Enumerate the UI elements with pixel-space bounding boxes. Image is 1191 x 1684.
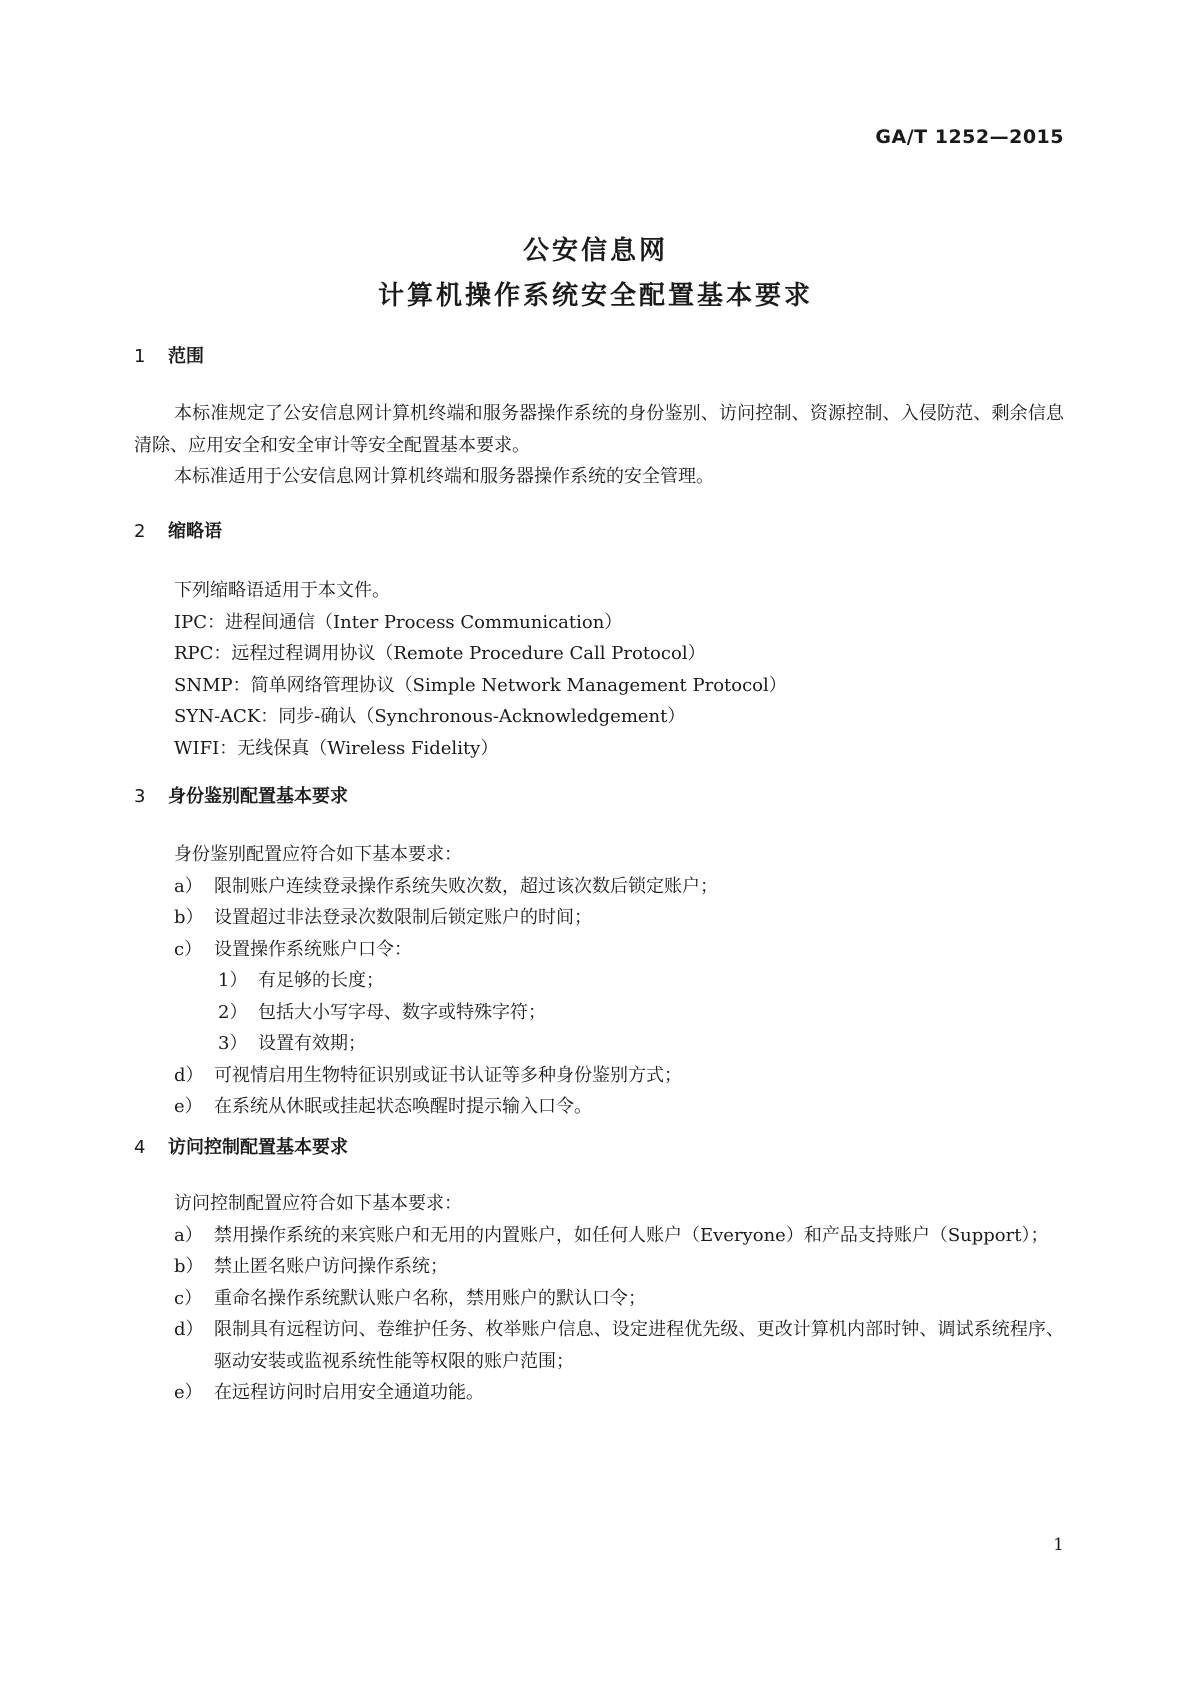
section-2-heading bbox=[134, 521, 222, 543]
list-item bbox=[134, 902, 1064, 934]
list-item-label: c） bbox=[174, 1287, 203, 1309]
section-number: 3 bbox=[134, 786, 146, 807]
section-number: 1 bbox=[134, 346, 146, 367]
document-title-line-1: 公安信息网 bbox=[522, 236, 668, 266]
sub-list-item-label: 2） bbox=[218, 1001, 248, 1023]
section-title: 范围 bbox=[168, 346, 204, 367]
section-number: 2 bbox=[134, 521, 146, 542]
list-item-label: e） bbox=[174, 1096, 203, 1117]
section-1-heading bbox=[134, 346, 204, 368]
sub-list-item-text: 设置有效期； bbox=[258, 1033, 366, 1054]
section-intro: 下列缩略语适用于本文件。 bbox=[174, 580, 390, 601]
section-1-body bbox=[134, 398, 1064, 493]
section-4-heading bbox=[134, 1137, 348, 1159]
list-item-label: e） bbox=[174, 1382, 203, 1403]
section-4-body bbox=[134, 1188, 1064, 1409]
section-2-body bbox=[134, 575, 1064, 764]
list-item-text: 在远程访问时启用安全通道功能。 bbox=[214, 1382, 484, 1403]
section-title: 访问控制配置基本要求 bbox=[168, 1137, 348, 1158]
list-item-text: 在系统从休眠或挂起状态唤醒时提示输入口令。 bbox=[214, 1096, 592, 1117]
abbreviation-term: RPC：远程过程调用协议（Remote Procedure Call Protocol） bbox=[174, 643, 706, 664]
list-item bbox=[134, 1283, 1064, 1315]
list-item-text: 禁止匿名账户访问操作系统； bbox=[214, 1256, 448, 1277]
list-item bbox=[134, 1060, 1064, 1092]
sub-list-item-label: 1） bbox=[218, 970, 248, 991]
abbreviation-term: SYN-ACK：同步-确认（Synchronous-Acknowledgement） bbox=[174, 706, 686, 727]
list-item-label: a） bbox=[174, 875, 203, 897]
list-item-text: 可视情启用生物特征识别或证书认证等多种身份鉴别方式； bbox=[214, 1064, 682, 1086]
list-item-label: d） bbox=[174, 1064, 204, 1086]
list-item-text: 设置超过非法登录次数限制后锁定账户的时间； bbox=[214, 907, 592, 928]
section-number: 4 bbox=[134, 1137, 146, 1158]
sub-list-item-text: 包括大小写字母、数字或特殊字符； bbox=[258, 1001, 546, 1023]
section-3-body bbox=[134, 839, 1064, 1123]
sub-list-item-label: 3） bbox=[218, 1033, 248, 1054]
paragraph: 本标准规定了公安信息网计算机终端和服务器操作系统的身份鉴别、访问控制、资源控制、入侵防范、剩余信息清除、应用安全和安全审计等安全配置基本要求。 bbox=[134, 403, 1064, 456]
list-item-text: 限制账户连续登录操作系统失败次数，超过该次数后锁定账户； bbox=[214, 875, 718, 897]
list-item bbox=[134, 1220, 1064, 1252]
sub-list-item-text: 有足够的长度； bbox=[258, 970, 384, 991]
list-item bbox=[134, 871, 1064, 903]
sub-list-item bbox=[134, 1028, 1064, 1060]
abbreviation-term: WIFI：无线保真（Wireless Fidelity） bbox=[174, 737, 499, 759]
list-item bbox=[134, 1251, 1064, 1283]
list-item-text: 限制具有远程访问、卷维护任务、枚举账户信息、设定进程优先级、更改计算机内部时钟、调试系统程序、驱动安装或监视系统性能等权限的账户范围； bbox=[214, 1319, 1064, 1372]
abbreviation-term: SNMP：简单网络管理协议（Simple Network Management Protocol） bbox=[174, 674, 787, 696]
standard-code: GA/T 1252—2015 bbox=[875, 126, 1064, 148]
list-item bbox=[134, 1091, 1064, 1123]
list-item-label: d） bbox=[174, 1319, 204, 1340]
list-item bbox=[134, 1377, 1064, 1409]
list-item-text: 设置操作系统账户口令： bbox=[214, 938, 412, 960]
list-item-label: c） bbox=[174, 938, 203, 960]
list-item-text: 重命名操作系统默认账户名称，禁用账户的默认口令； bbox=[214, 1287, 646, 1309]
paragraph: 本标准适用于公安信息网计算机终端和服务器操作系统的安全管理。 bbox=[174, 466, 714, 487]
abbreviation-term: IPC：进程间通信（Inter Process Communication） bbox=[174, 611, 623, 633]
list-item bbox=[134, 1314, 1064, 1377]
list-item-label: b） bbox=[174, 907, 204, 928]
section-intro: 访问控制配置应符合如下基本要求： bbox=[174, 1193, 462, 1214]
list-item-label: b） bbox=[174, 1256, 204, 1277]
sub-list-item bbox=[134, 965, 1064, 997]
sub-list-item bbox=[134, 997, 1064, 1029]
section-3-heading bbox=[134, 786, 348, 808]
section-title: 身份鉴别配置基本要求 bbox=[168, 786, 348, 807]
list-item-text: 禁用操作系统的来宾账户和无用的内置账户，如任何人账户（Everyone）和产品支持账户（Support）； bbox=[214, 1224, 1049, 1246]
document-title-line-2: 计算机操作系统安全配置基本要求 bbox=[377, 281, 813, 311]
page-number: 1 bbox=[1053, 1535, 1064, 1555]
section-intro: 身份鉴别配置应符合如下基本要求： bbox=[174, 844, 462, 865]
list-item bbox=[134, 934, 1064, 966]
list-item-label: a） bbox=[174, 1224, 203, 1246]
section-title: 缩略语 bbox=[168, 521, 222, 542]
